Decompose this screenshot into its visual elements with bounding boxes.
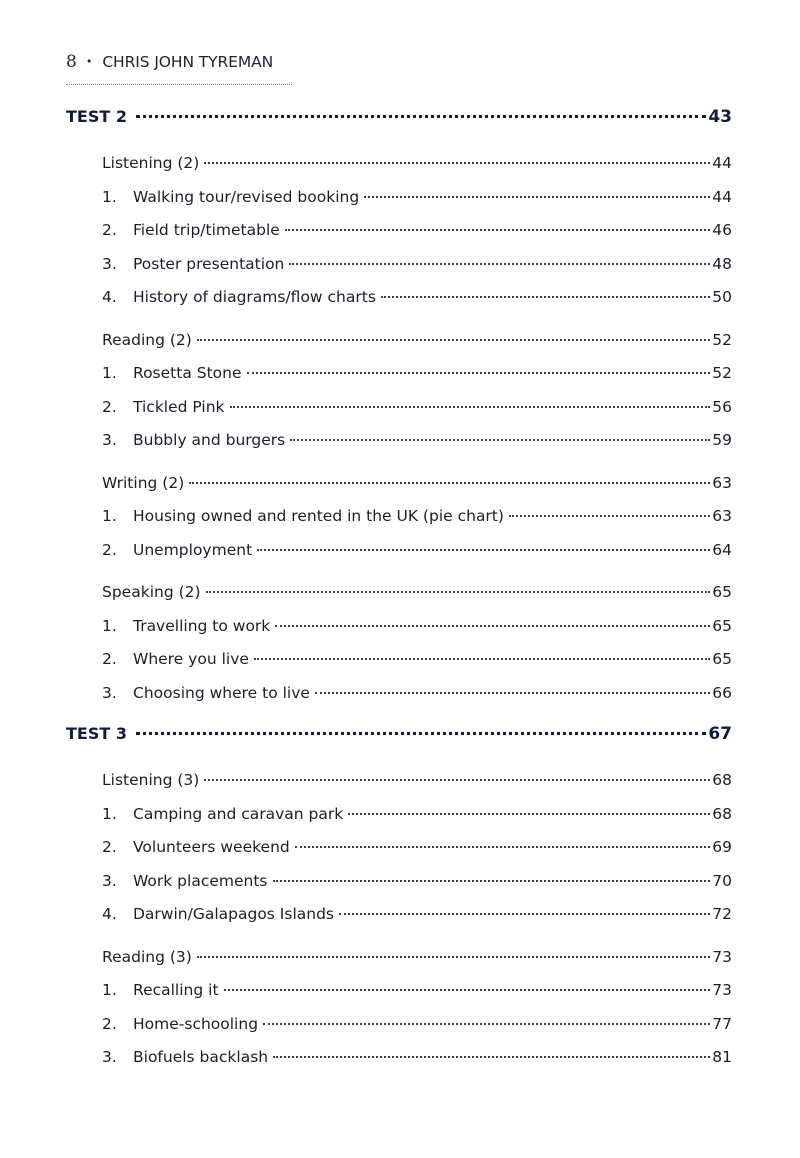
toc-entry[interactable]	[66, 286, 732, 320]
toc-entry-number: 1.	[102, 616, 117, 635]
dot-leader	[339, 913, 710, 915]
toc-entry-title: Walking tour/revised booking	[133, 187, 360, 206]
toc-entry[interactable]	[66, 682, 732, 716]
dot-leader	[381, 296, 710, 298]
toc-page-number: 66	[712, 683, 732, 702]
toc-page-number: 77	[712, 1014, 732, 1033]
toc-entry-title: Bubbly and burgers	[133, 431, 286, 449]
toc-page-number: 63	[712, 473, 732, 492]
dot-leader	[348, 813, 710, 815]
table-of-contents	[66, 104, 732, 1080]
toc-entry-title: Unemployment	[133, 540, 253, 559]
toc-entry[interactable]	[66, 219, 732, 253]
toc-page-number: 81	[712, 1048, 732, 1066]
toc-entry-number: 3.	[102, 1048, 117, 1066]
toc-entry-title: Volunteers weekend	[133, 838, 290, 856]
toc-page-number: 73	[712, 981, 732, 999]
toc-entry[interactable]	[66, 803, 732, 837]
toc-entry[interactable]	[66, 836, 732, 870]
toc-entry-title: History of diagrams/flow charts	[133, 288, 376, 306]
toc-test-3[interactable]	[66, 721, 732, 769]
toc-entry[interactable]	[66, 903, 732, 937]
toc-entry-title: Biofuels backlash	[133, 1048, 269, 1066]
toc-page-number: 59	[712, 431, 732, 449]
page-number: 8	[66, 52, 77, 72]
toc-section-listening-3[interactable]	[66, 769, 732, 803]
toc-section-writing-2[interactable]	[66, 472, 732, 506]
toc-entry-title: Housing owned and rented in the UK (pie chart)	[133, 507, 504, 525]
dot-leader	[247, 372, 711, 374]
dot-leader	[254, 658, 710, 660]
dot-leader	[509, 515, 710, 517]
toc-entry-number: 4.	[102, 288, 117, 306]
dot-leader	[275, 625, 710, 627]
toc-entry-title: Travelling to work	[133, 616, 271, 635]
toc-entry[interactable]	[66, 253, 732, 287]
toc-entry[interactable]	[66, 1013, 732, 1047]
toc-section-title: Speaking (2)	[102, 583, 201, 601]
author-name: CHRIS JOHN TYREMAN	[102, 53, 274, 71]
toc-test-title: TEST 3	[66, 724, 127, 743]
toc-page-number: 65	[712, 650, 732, 668]
dot-leader	[206, 591, 711, 593]
toc-entry-title: Recalling it	[133, 981, 219, 999]
toc-entry[interactable]	[66, 979, 732, 1013]
toc-entry-number: 2.	[102, 1014, 117, 1033]
toc-entry-number: 2.	[102, 540, 117, 559]
toc-section-listening-2[interactable]	[66, 152, 732, 186]
toc-section-title: Listening (2)	[102, 154, 200, 172]
dot-leader	[289, 263, 710, 265]
toc-section-title: Writing (2)	[102, 473, 185, 492]
toc-page-number: 70	[712, 871, 732, 890]
toc-entry-title: Home-schooling	[133, 1014, 259, 1033]
header-bullet: •	[85, 55, 93, 68]
toc-page-number: 65	[712, 616, 732, 635]
toc-page-number: 69	[712, 838, 732, 856]
toc-page-number: 52	[712, 364, 732, 382]
toc-page-number: 73	[712, 947, 732, 966]
dot-leader	[136, 732, 706, 735]
toc-entry[interactable]	[66, 362, 732, 396]
toc-section-speaking-2[interactable]	[66, 581, 732, 615]
toc-entry-title: Choosing where to live	[133, 683, 310, 702]
toc-entry-number: 3.	[102, 254, 117, 273]
toc-entry[interactable]	[66, 615, 732, 649]
running-header	[66, 50, 292, 85]
toc-entry-title: Poster presentation	[133, 254, 285, 273]
toc-page-number: 48	[712, 254, 732, 273]
toc-page-number: 46	[712, 221, 732, 239]
toc-entry-number: 1.	[102, 804, 117, 823]
toc-entry-title: Tickled Pink	[133, 397, 225, 416]
toc-section-reading-3[interactable]	[66, 946, 732, 980]
toc-section-title: Listening (3)	[102, 771, 200, 789]
toc-page-number: 64	[712, 540, 732, 559]
dot-leader	[230, 406, 711, 408]
toc-entry-title: Where you live	[133, 650, 249, 668]
toc-page-number: 68	[712, 804, 732, 823]
toc-entry[interactable]	[66, 429, 732, 463]
dot-leader	[204, 162, 710, 164]
toc-page-number: 72	[712, 905, 732, 923]
toc-section-title: Reading (2)	[102, 330, 192, 349]
toc-entry-number: 4.	[102, 905, 117, 923]
dot-leader	[273, 880, 711, 882]
toc-entry[interactable]	[66, 870, 732, 904]
toc-page-number: 50	[712, 288, 732, 306]
toc-entry[interactable]	[66, 186, 732, 220]
toc-page-number: 52	[712, 330, 732, 349]
toc-page-number: 56	[712, 397, 732, 416]
toc-section-reading-2[interactable]	[66, 329, 732, 363]
toc-entry-number: 2.	[102, 397, 117, 416]
toc-entry-number: 1.	[102, 981, 117, 999]
toc-page-number: 63	[712, 507, 732, 525]
toc-entry[interactable]	[66, 505, 732, 539]
toc-entry-title: Darwin/Galapagos Islands	[133, 905, 335, 923]
dot-leader	[197, 339, 710, 341]
toc-page-number: 44	[712, 187, 732, 206]
toc-entry-title: Work placements	[133, 871, 268, 890]
dot-leader	[263, 1023, 710, 1025]
toc-entry-number: 3.	[102, 871, 117, 890]
toc-page-number: 43	[708, 107, 732, 127]
toc-page-number: 44	[712, 154, 732, 172]
dot-leader	[295, 846, 711, 848]
toc-section-title: Reading (3)	[102, 947, 192, 966]
toc-entry-number: 1.	[102, 364, 117, 382]
dot-leader	[189, 482, 710, 484]
dot-leader	[257, 549, 710, 551]
toc-entry-number: 2.	[102, 221, 117, 239]
toc-entry[interactable]	[66, 1046, 732, 1080]
toc-entry-number: 1.	[102, 507, 117, 525]
toc-entry-number: 3.	[102, 431, 117, 449]
dot-leader	[273, 1056, 710, 1058]
toc-entry-number: 3.	[102, 683, 117, 702]
toc-entry[interactable]	[66, 648, 732, 682]
toc-entry[interactable]	[66, 539, 732, 573]
toc-page-number: 65	[712, 583, 732, 601]
toc-page-number: 67	[708, 724, 732, 744]
toc-entry[interactable]	[66, 396, 732, 430]
toc-entry-title: Rosetta Stone	[133, 364, 242, 382]
toc-entry-number: 2.	[102, 650, 117, 668]
dot-leader	[285, 229, 710, 231]
dot-leader	[197, 956, 710, 958]
dot-leader	[204, 779, 710, 781]
toc-entry-title: Field trip/timetable	[133, 221, 280, 239]
dot-leader	[315, 692, 710, 694]
toc-entry-number: 1.	[102, 187, 117, 206]
toc-test-2[interactable]	[66, 104, 732, 152]
dot-leader	[224, 989, 711, 991]
toc-page-number: 68	[712, 771, 732, 789]
toc-entry-title: Camping and caravan park	[133, 804, 344, 823]
dot-leader	[364, 196, 710, 198]
dot-leader	[290, 439, 710, 441]
toc-test-title: TEST 2	[66, 107, 127, 126]
toc-entry-number: 2.	[102, 838, 117, 856]
dot-leader	[136, 115, 706, 118]
